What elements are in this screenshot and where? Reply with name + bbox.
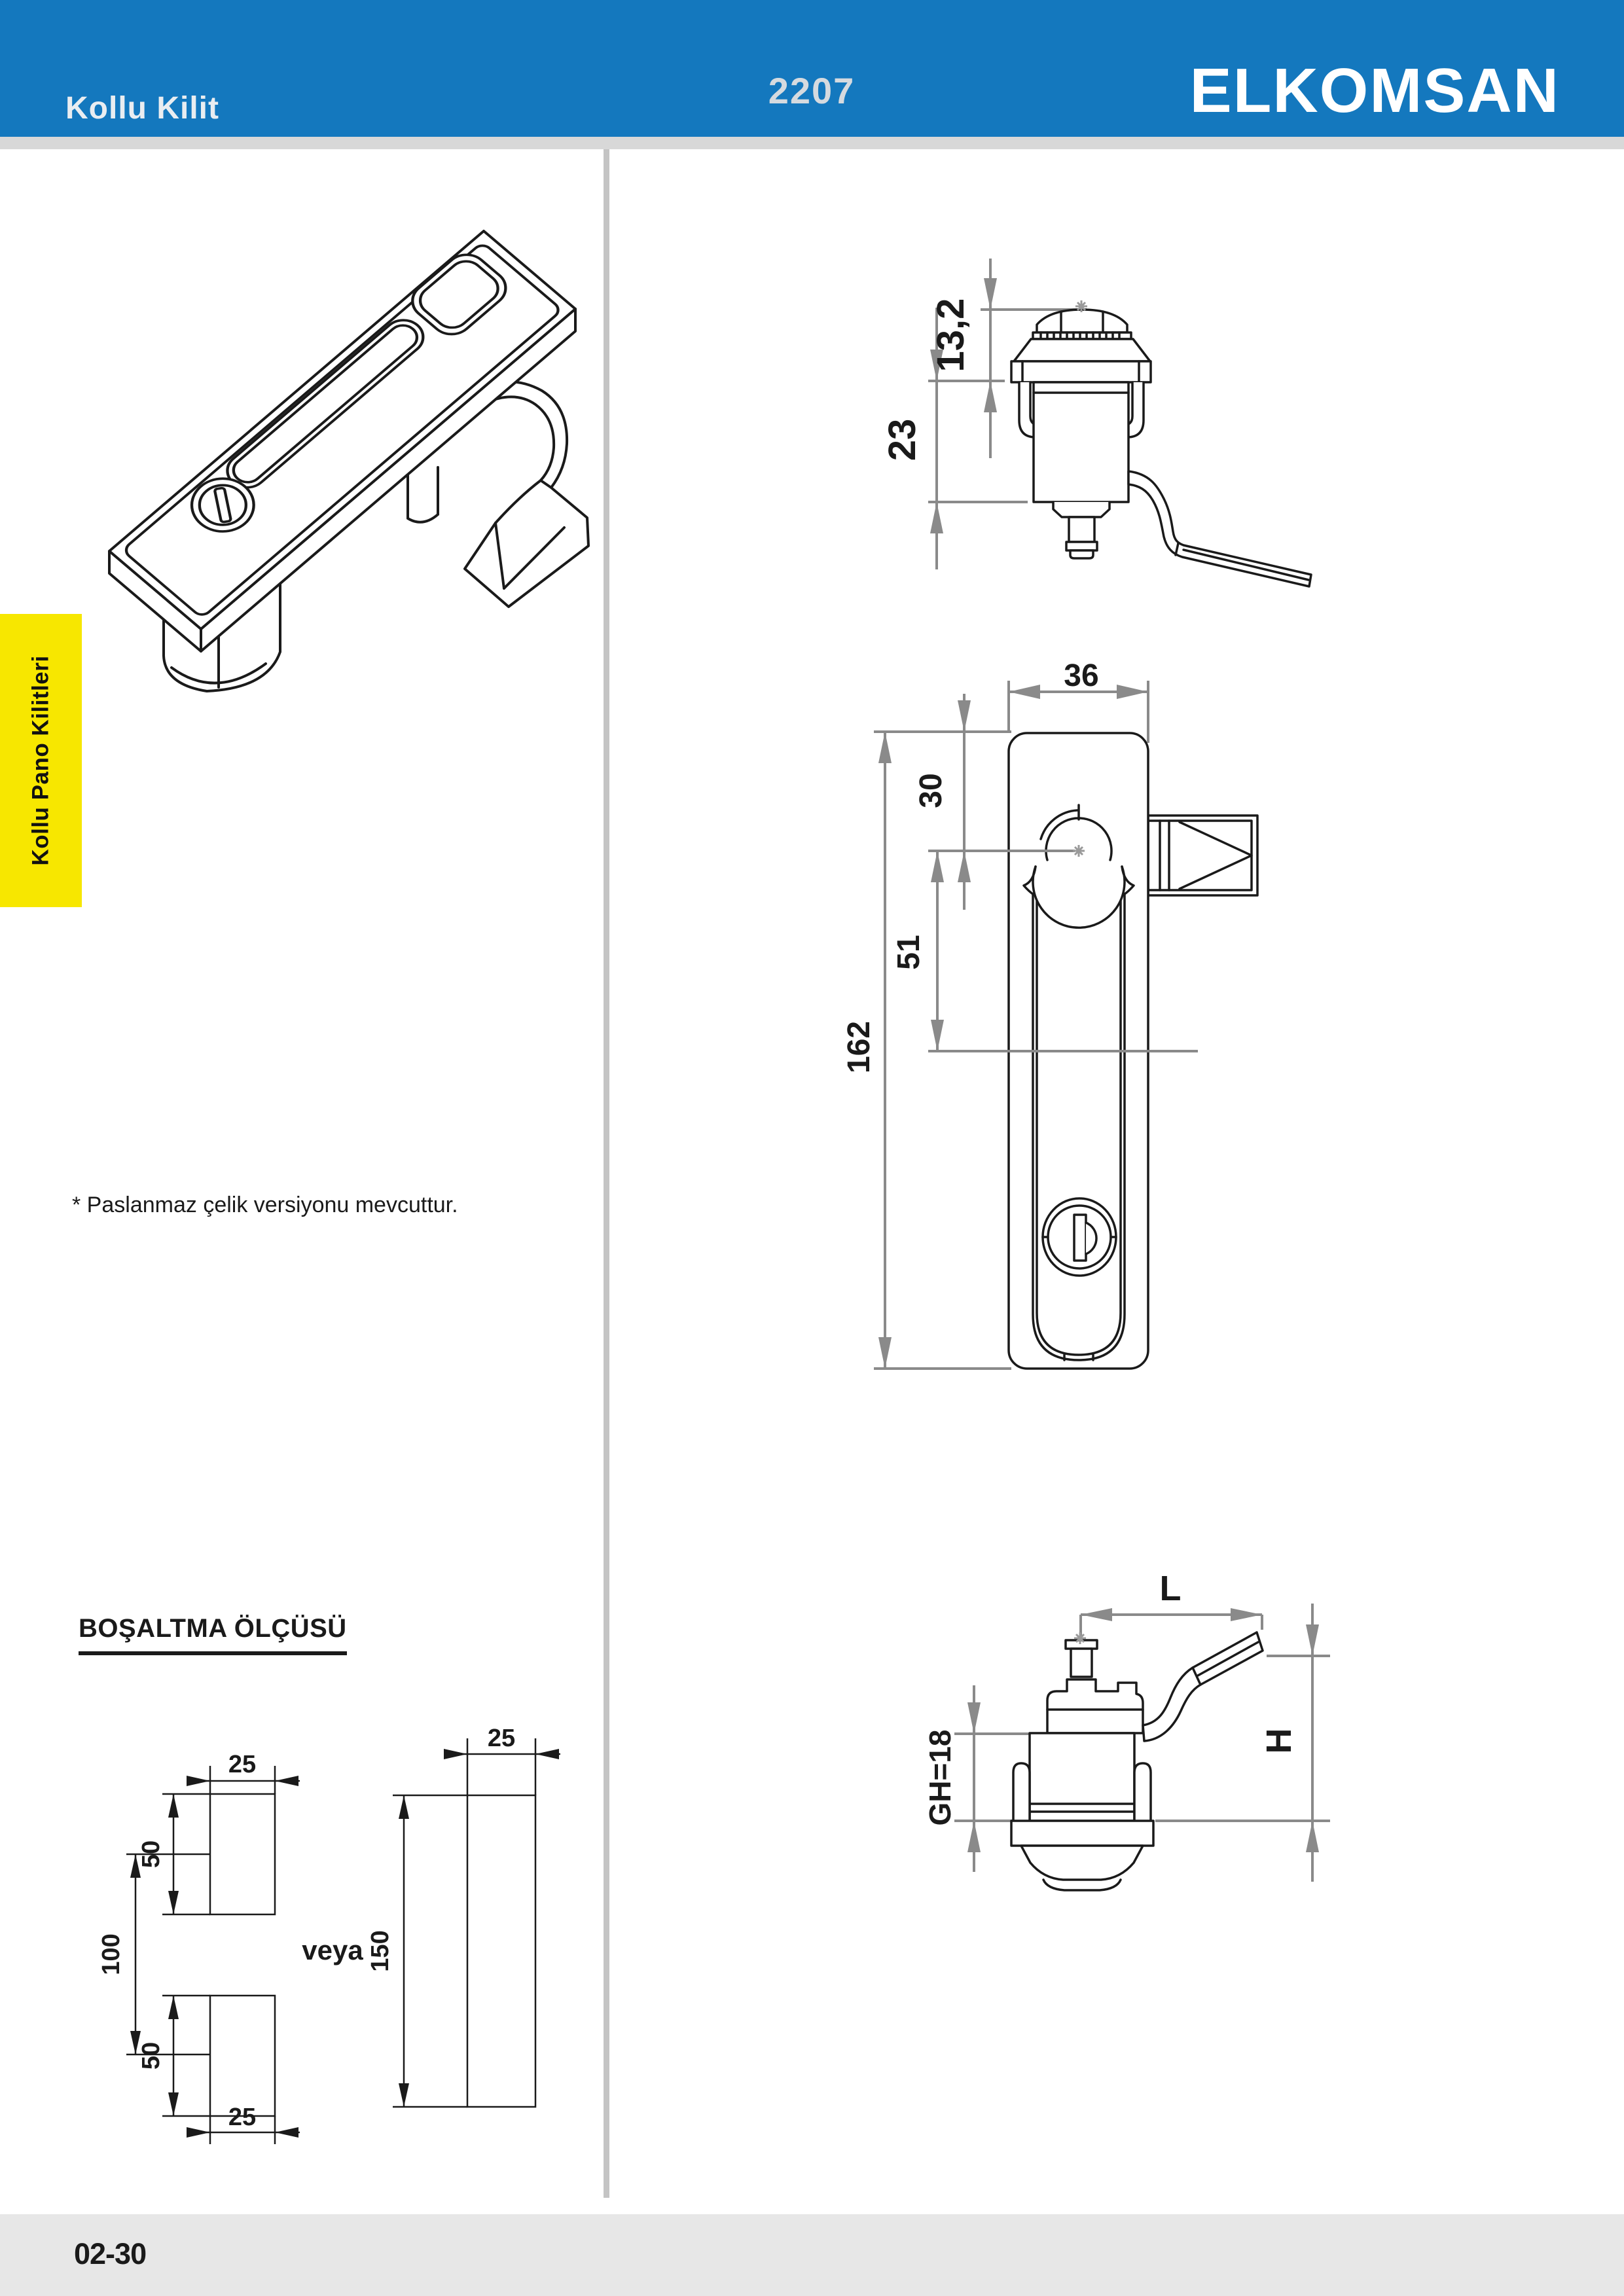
dim-label-height-bottom: 50 [137, 2041, 165, 2070]
lock-cylinder [1043, 1198, 1116, 1276]
page-title: Kollu Kilit [65, 91, 219, 126]
dim-label-width-bottom: 25 [228, 2104, 257, 2131]
cutout-dimensions-drawing [85, 1721, 583, 2153]
or-label: veya [302, 1935, 363, 1965]
dim-label-body-depth: 23 [881, 418, 924, 461]
page-footer [0, 2214, 1624, 2296]
side-view-drawing [881, 249, 1348, 602]
column-divider [604, 149, 609, 2198]
page-number: 02-30 [74, 2237, 147, 2270]
dim-label-top-offset: 30 [914, 773, 948, 808]
front-view-drawing [844, 648, 1303, 1401]
dim-label-width: 36 [1064, 658, 1099, 693]
cutout-section-heading: BOŞALTMA ÖLÇÜSÜ [79, 1614, 347, 1655]
pin-cylinder [408, 467, 438, 522]
dim-label-mid-offset: 51 [892, 935, 926, 970]
two-hole-cutout [126, 1766, 300, 2144]
lever-view-part [1011, 1632, 1263, 1890]
dim-label-spacing: 100 [98, 1933, 125, 1975]
latch-bracket [465, 382, 588, 607]
isometric-product-drawing [79, 157, 602, 707]
side-view-part [1011, 310, 1311, 586]
single-slot-cutout [393, 1738, 560, 2107]
keyhole [1074, 1215, 1086, 1261]
sidebar-category-label: Kollu Pano Kilitleri [27, 655, 54, 866]
dim-label-slot-width: 25 [487, 1725, 516, 1752]
dim-label-width-top: 25 [228, 1751, 257, 1778]
dim-label-lever-length: L [1159, 1569, 1182, 1608]
dim-label-grip-height: GH=18 [923, 1729, 957, 1826]
dim-label-cap-height: 13,2 [929, 298, 972, 372]
stainless-note: * Paslanmaz çelik versiyonu mevcuttur. [72, 1193, 458, 1217]
dim-label-total-height: 162 [842, 1020, 876, 1074]
dim-label-height-top: 50 [137, 1840, 165, 1869]
dim-label-door-height: H [1259, 1728, 1299, 1754]
dim-label-slot-height: 150 [367, 1930, 394, 1972]
latch-tab [1148, 816, 1257, 895]
header-underline-band [0, 137, 1624, 149]
sidebar-category-tab [0, 614, 82, 907]
brand-logo: ELKOMSAN [1189, 56, 1560, 126]
lever-view-drawing [916, 1568, 1348, 1895]
product-code: 2207 [768, 70, 856, 111]
